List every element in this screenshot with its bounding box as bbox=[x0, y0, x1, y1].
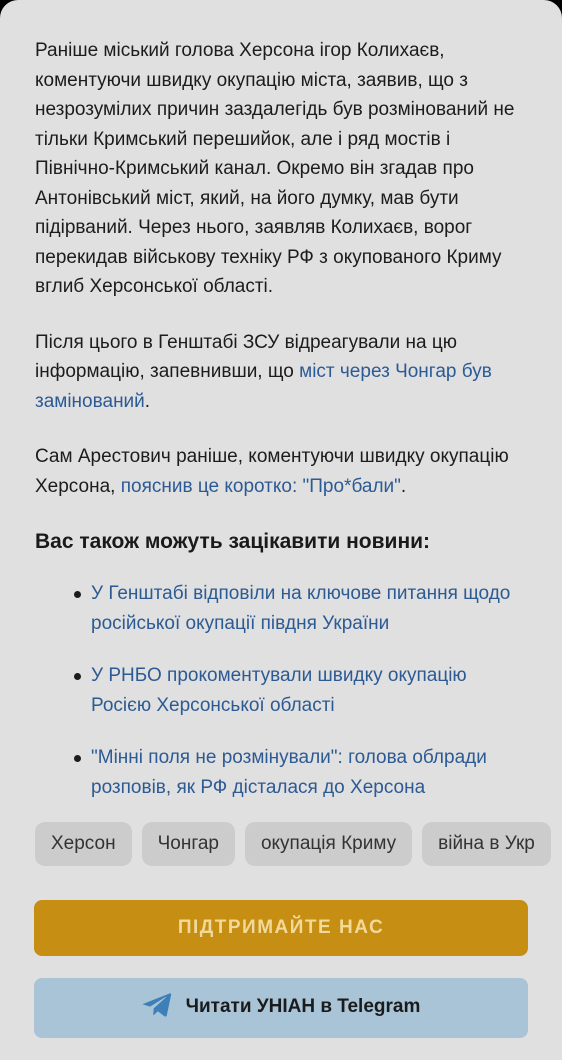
paragraph-kolykhaev: Раніше міський голова Херсона ігор Колихаєв, коментуючи швидку окупацію міста, заявив, що з незрозумілих причин заздалегідь був розмінований не тільки Кримський перешийок, але і ряд мостів і Північно-Кримський канал. Окремо він згадав про Антонівський міст, який, на його думку, мав бути підірваний. Через нього, заявляв Колихаєв, ворог перекидав військову техніку РФ з окупованого Криму вглиб Херсонської області. bbox=[35, 40, 515, 297]
link-arestovych-quote[interactable]: пояснив це коротко: "Про*бали" bbox=[120, 475, 401, 497]
paragraph-text: . bbox=[144, 390, 151, 412]
related-news-link[interactable]: У РНБО прокоментували швидку окупацію Росією Херсонської області bbox=[91, 665, 467, 716]
bullet-icon bbox=[74, 673, 81, 680]
telegram-icon bbox=[142, 992, 172, 1018]
support-us-button[interactable]: ПІДТРИМАЙТЕ НАС bbox=[34, 900, 528, 956]
related-news-item bbox=[91, 661, 530, 720]
related-news-link[interactable]: "Мінні поля не розмінували": голова облради розповів, як РФ дісталася до Херсона bbox=[91, 747, 487, 798]
link-chonhar-bridge[interactable]: міст через Чонгар був замінований bbox=[35, 361, 492, 412]
related-news-item bbox=[91, 579, 530, 638]
tag-crimea-occupation[interactable]: окупація Криму bbox=[245, 822, 412, 866]
tag-war-in-ukraine[interactable]: війна в Укр bbox=[422, 822, 551, 866]
article-body bbox=[35, 36, 530, 825]
paragraph-text: Після цього в Генштабі ЗСУ відреагували на цю інформацію, запевнивши, що bbox=[35, 331, 457, 382]
tag-chonhar[interactable]: Чонгар bbox=[142, 822, 235, 866]
paragraph-general-staff bbox=[35, 328, 530, 417]
related-news-list bbox=[35, 579, 530, 802]
telegram-button-label: Читати УНІАН в Telegram bbox=[185, 996, 421, 1017]
related-news-heading: Вас також можуть зацікавити новини: bbox=[35, 530, 431, 553]
paragraph-arestovych bbox=[35, 442, 530, 501]
paragraph-text: Сам Арестович раніше, коментуючи швидку окупацію Херсона, bbox=[35, 446, 509, 497]
bullet-icon bbox=[74, 755, 81, 762]
telegram-button[interactable] bbox=[34, 978, 528, 1038]
bullet-icon bbox=[74, 591, 81, 598]
tag-row bbox=[35, 822, 562, 866]
related-news-link[interactable]: У Генштабі відповіли на ключове питання щодо російської окупації півдня України bbox=[91, 583, 511, 634]
tag-kherson[interactable]: Херсон bbox=[35, 822, 132, 866]
related-news-item bbox=[91, 743, 530, 802]
paragraph-text: . bbox=[400, 475, 407, 497]
